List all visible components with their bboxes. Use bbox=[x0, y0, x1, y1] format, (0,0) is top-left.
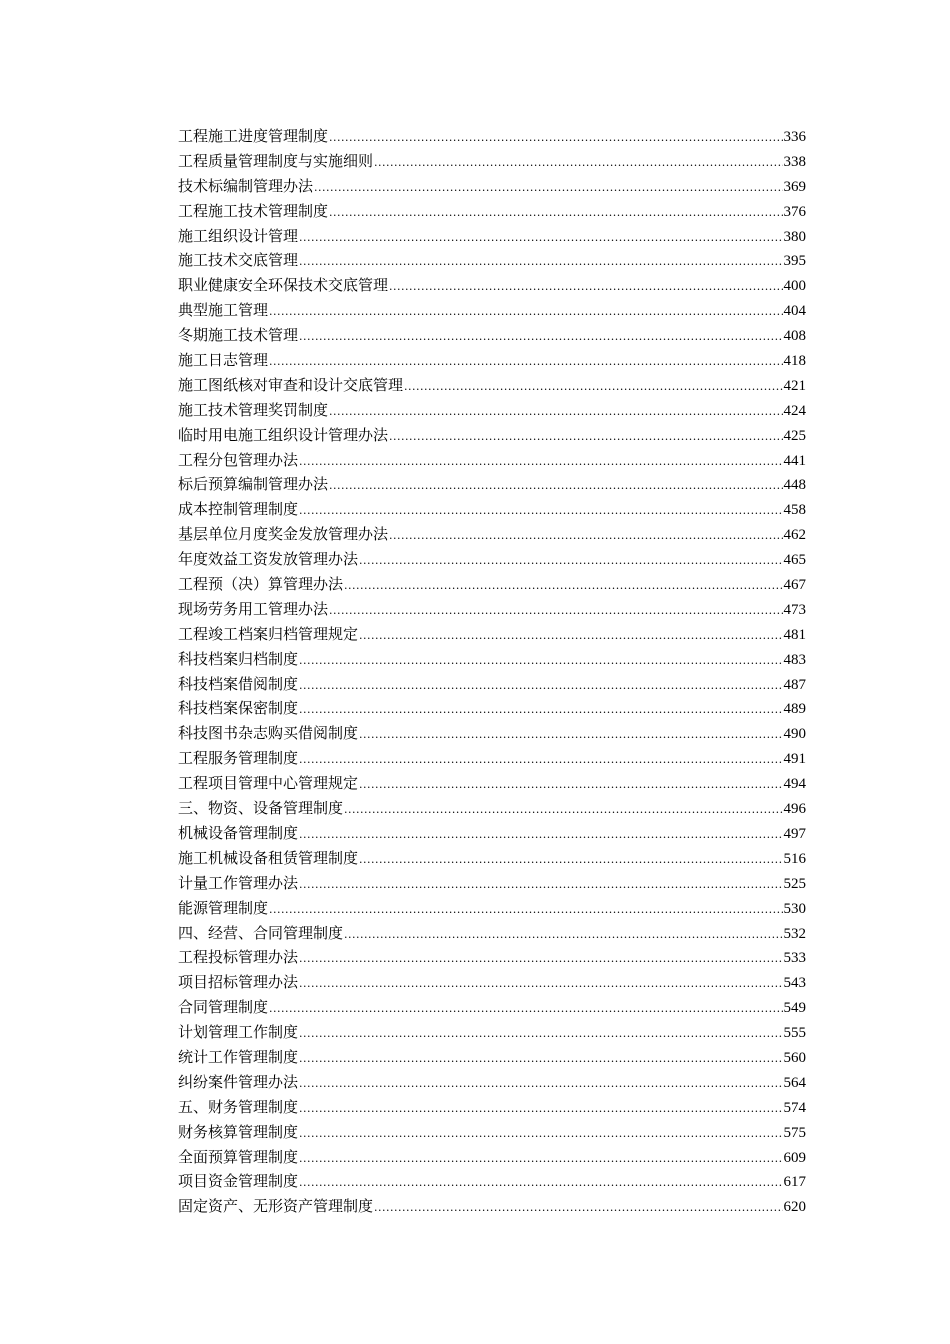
toc-entry-page-number: 549 bbox=[783, 1000, 806, 1017]
toc-entry-page-number: 491 bbox=[783, 751, 806, 768]
toc-entry-title: 计划管理工作制度 bbox=[178, 1023, 299, 1042]
toc-dot-leader bbox=[389, 425, 782, 450]
toc-dot-leader bbox=[299, 1147, 782, 1172]
toc-dot-leader bbox=[359, 723, 782, 748]
toc-entry-page-number: 533 bbox=[783, 950, 806, 967]
toc-dot-leader bbox=[299, 226, 782, 251]
toc-entry[interactable] bbox=[178, 199, 806, 224]
toc-entry-title: 施工组织设计管理 bbox=[178, 226, 299, 245]
toc-entry[interactable] bbox=[178, 398, 806, 423]
toc-entry-title: 工程项目管理中心管理规定 bbox=[178, 774, 359, 793]
toc-entry-page-number: 404 bbox=[783, 303, 806, 320]
toc-entry-title: 科技图书杂志购买借阅制度 bbox=[178, 724, 359, 743]
toc-entry-title: 技术标编制管理办法 bbox=[178, 176, 314, 195]
toc-entry-page-number: 494 bbox=[783, 776, 806, 793]
toc-entry-title: 年度效益工资发放管理办法 bbox=[178, 550, 359, 569]
toc-entry-title: 成本控制管理制度 bbox=[178, 500, 299, 519]
toc-entry[interactable] bbox=[178, 174, 806, 199]
toc-dot-leader bbox=[269, 350, 782, 375]
toc-entry-title: 全面预算管理制度 bbox=[178, 1147, 299, 1166]
toc-dot-leader bbox=[389, 524, 782, 549]
toc-entry-title: 工程施工进度管理制度 bbox=[178, 127, 329, 145]
toc-entry-title: 机械设备管理制度 bbox=[178, 823, 299, 842]
toc-entry-page-number: 418 bbox=[783, 353, 806, 370]
toc-entry-page-number: 481 bbox=[783, 626, 806, 643]
toc-entry-page-number: 489 bbox=[783, 701, 806, 718]
toc-entry-title: 工程分包管理办法 bbox=[178, 450, 299, 469]
toc-dot-leader bbox=[344, 798, 782, 823]
toc-dot-leader bbox=[359, 773, 782, 798]
toc-entry[interactable] bbox=[178, 921, 806, 946]
toc-dot-leader bbox=[299, 325, 782, 350]
toc-dot-leader bbox=[389, 275, 782, 300]
toc-entry[interactable] bbox=[178, 896, 806, 921]
table-of-contents bbox=[178, 124, 806, 1219]
toc-entry-title: 科技档案借阅制度 bbox=[178, 674, 299, 693]
toc-entry-page-number: 530 bbox=[783, 900, 806, 917]
toc-entry[interactable] bbox=[178, 696, 806, 721]
toc-entry[interactable] bbox=[178, 497, 806, 522]
toc-dot-leader bbox=[299, 698, 782, 723]
toc-entry-title: 计量工作管理办法 bbox=[178, 873, 299, 892]
toc-entry-page-number: 490 bbox=[783, 726, 806, 743]
toc-entry[interactable] bbox=[178, 1095, 806, 1120]
toc-dot-leader bbox=[329, 599, 782, 624]
toc-dot-leader bbox=[329, 201, 782, 226]
toc-entry[interactable] bbox=[178, 298, 806, 323]
toc-dot-leader bbox=[269, 898, 782, 923]
toc-entry-page-number: 620 bbox=[783, 1199, 806, 1216]
toc-entry[interactable] bbox=[178, 124, 806, 149]
toc-entry-page-number: 560 bbox=[783, 1049, 806, 1066]
toc-entry[interactable] bbox=[178, 871, 806, 896]
toc-entry-title: 典型施工管理 bbox=[178, 301, 269, 320]
toc-dot-leader bbox=[374, 1196, 782, 1221]
toc-dot-leader bbox=[299, 873, 782, 898]
toc-entry-page-number: 532 bbox=[783, 925, 806, 942]
toc-entry-page-number: 421 bbox=[783, 377, 806, 394]
toc-dot-leader bbox=[359, 848, 782, 873]
toc-entry-page-number: 425 bbox=[783, 427, 806, 444]
toc-entry-page-number: 465 bbox=[783, 552, 806, 569]
toc-entry-title: 合同管理制度 bbox=[178, 998, 269, 1017]
toc-entry[interactable] bbox=[178, 1045, 806, 1070]
toc-entry[interactable] bbox=[178, 647, 806, 672]
toc-entry-title: 职业健康安全环保技术交底管理 bbox=[178, 276, 389, 295]
toc-dot-leader bbox=[374, 151, 782, 176]
toc-entry-title: 现场劳务用工管理办法 bbox=[178, 599, 329, 618]
toc-entry[interactable] bbox=[178, 771, 806, 796]
toc-entry[interactable] bbox=[178, 1020, 806, 1045]
toc-entry-title: 财务核算管理制度 bbox=[178, 1122, 299, 1141]
toc-entry[interactable] bbox=[178, 1169, 806, 1194]
toc-entry-page-number: 617 bbox=[783, 1174, 806, 1191]
toc-entry[interactable] bbox=[178, 995, 806, 1020]
toc-entry-title: 施工技术交底管理 bbox=[178, 251, 299, 270]
toc-entry[interactable] bbox=[178, 821, 806, 846]
toc-entry-title: 统计工作管理制度 bbox=[178, 1047, 299, 1066]
toc-dot-leader bbox=[314, 176, 782, 201]
toc-entry-page-number: 369 bbox=[783, 178, 806, 195]
toc-entry[interactable] bbox=[178, 1194, 806, 1219]
toc-entry-title: 项目招标管理办法 bbox=[178, 973, 299, 992]
toc-dot-leader bbox=[329, 400, 782, 425]
toc-entry-page-number: 609 bbox=[783, 1149, 806, 1166]
toc-entry[interactable] bbox=[178, 273, 806, 298]
toc-dot-leader bbox=[299, 499, 782, 524]
toc-entry-page-number: 487 bbox=[783, 676, 806, 693]
toc-entry-title: 项目资金管理制度 bbox=[178, 1172, 299, 1191]
toc-dot-leader bbox=[299, 748, 782, 773]
toc-entry-title: 能源管理制度 bbox=[178, 898, 269, 917]
toc-entry[interactable] bbox=[178, 522, 806, 547]
toc-dot-leader bbox=[299, 649, 782, 674]
toc-entry-page-number: 516 bbox=[783, 850, 806, 867]
toc-dot-leader bbox=[404, 375, 782, 400]
toc-entry-page-number: 400 bbox=[783, 278, 806, 295]
toc-dot-leader bbox=[329, 474, 782, 499]
toc-entry-page-number: 543 bbox=[783, 975, 806, 992]
toc-entry[interactable] bbox=[178, 846, 806, 871]
toc-dot-leader bbox=[329, 126, 782, 151]
toc-dot-leader bbox=[299, 972, 782, 997]
toc-entry-title: 三、物资、设备管理制度 bbox=[178, 799, 344, 818]
toc-entry[interactable] bbox=[178, 448, 806, 473]
toc-entry[interactable] bbox=[178, 323, 806, 348]
toc-entry[interactable] bbox=[178, 970, 806, 995]
toc-entry-title: 冬期施工技术管理 bbox=[178, 326, 299, 345]
toc-entry-title: 纠纷案件管理办法 bbox=[178, 1072, 299, 1091]
toc-entry[interactable] bbox=[178, 547, 806, 572]
toc-entry-title: 施工技术管理奖罚制度 bbox=[178, 400, 329, 419]
toc-dot-leader bbox=[359, 549, 782, 574]
toc-entry-title: 固定资产、无形资产管理制度 bbox=[178, 1197, 374, 1216]
toc-dot-leader bbox=[269, 997, 782, 1022]
toc-entry-title: 施工机械设备租赁管理制度 bbox=[178, 848, 359, 867]
toc-dot-leader bbox=[299, 947, 782, 972]
toc-dot-leader bbox=[299, 1047, 782, 1072]
toc-entry-page-number: 496 bbox=[783, 801, 806, 818]
toc-entry-title: 五、财务管理制度 bbox=[178, 1097, 299, 1116]
toc-entry-title: 标后预算编制管理办法 bbox=[178, 475, 329, 494]
toc-dot-leader bbox=[359, 624, 782, 649]
toc-entry[interactable] bbox=[178, 1070, 806, 1095]
toc-dot-leader bbox=[299, 823, 782, 848]
toc-entry-page-number: 564 bbox=[783, 1074, 806, 1091]
toc-entry-page-number: 408 bbox=[783, 328, 806, 345]
toc-entry-title: 工程竣工档案归档管理规定 bbox=[178, 624, 359, 643]
toc-dot-leader bbox=[299, 1072, 782, 1097]
toc-entry-page-number: 497 bbox=[783, 825, 806, 842]
toc-entry-title: 施工日志管理 bbox=[178, 351, 269, 370]
toc-entry[interactable] bbox=[178, 945, 806, 970]
toc-entry-page-number: 574 bbox=[783, 1099, 806, 1116]
toc-entry-title: 科技档案归档制度 bbox=[178, 649, 299, 668]
toc-entry-title: 四、经营、合同管理制度 bbox=[178, 923, 344, 942]
toc-dot-leader bbox=[299, 1122, 782, 1147]
toc-entry-page-number: 458 bbox=[783, 502, 806, 519]
toc-dot-leader bbox=[299, 1097, 782, 1122]
toc-entry-page-number: 473 bbox=[783, 601, 806, 618]
toc-entry-title: 工程投标管理办法 bbox=[178, 948, 299, 967]
toc-entry-page-number: 467 bbox=[783, 577, 806, 594]
toc-entry-title: 工程质量管理制度与实施细则 bbox=[178, 151, 374, 170]
toc-entry[interactable] bbox=[178, 1145, 806, 1170]
toc-entry[interactable] bbox=[178, 1120, 806, 1145]
toc-entry-page-number: 441 bbox=[783, 452, 806, 469]
toc-entry[interactable] bbox=[178, 248, 806, 273]
toc-dot-leader bbox=[344, 923, 782, 948]
toc-entry[interactable] bbox=[178, 572, 806, 597]
toc-entry[interactable] bbox=[178, 622, 806, 647]
toc-entry-page-number: 448 bbox=[783, 477, 806, 494]
toc-entry[interactable] bbox=[178, 472, 806, 497]
toc-entry-page-number: 555 bbox=[783, 1025, 806, 1042]
toc-entry-page-number: 338 bbox=[783, 153, 806, 170]
toc-dot-leader bbox=[299, 250, 782, 275]
toc-dot-leader bbox=[299, 1022, 782, 1047]
toc-entry-title: 科技档案保密制度 bbox=[178, 699, 299, 718]
toc-dot-leader bbox=[269, 300, 782, 325]
toc-entry-page-number: 483 bbox=[783, 651, 806, 668]
toc-dot-leader bbox=[299, 450, 782, 475]
toc-dot-leader bbox=[299, 674, 782, 699]
toc-entry-page-number: 575 bbox=[783, 1124, 806, 1141]
toc-entry[interactable] bbox=[178, 423, 806, 448]
toc-entry[interactable] bbox=[178, 672, 806, 697]
toc-entry[interactable] bbox=[178, 149, 806, 174]
toc-dot-leader bbox=[299, 1171, 782, 1196]
toc-dot-leader bbox=[344, 574, 782, 599]
toc-entry[interactable] bbox=[178, 224, 806, 249]
toc-entry-page-number: 380 bbox=[783, 228, 806, 245]
toc-entry-title: 工程预（决）算管理办法 bbox=[178, 575, 344, 594]
toc-entry[interactable] bbox=[178, 597, 806, 622]
toc-entry-title: 工程施工技术管理制度 bbox=[178, 201, 329, 220]
toc-entry[interactable] bbox=[178, 373, 806, 398]
toc-entry-page-number: 525 bbox=[783, 875, 806, 892]
toc-entry-page-number: 376 bbox=[783, 203, 806, 220]
toc-entry[interactable] bbox=[178, 796, 806, 821]
toc-entry[interactable] bbox=[178, 721, 806, 746]
toc-entry[interactable] bbox=[178, 746, 806, 771]
toc-entry-page-number: 424 bbox=[783, 402, 806, 419]
toc-entry-title: 施工图纸核对审查和设计交底管理 bbox=[178, 375, 404, 394]
toc-entry-page-number: 395 bbox=[783, 253, 806, 270]
toc-entry-title: 基层单位月度奖金发放管理办法 bbox=[178, 525, 389, 544]
toc-entry[interactable] bbox=[178, 348, 806, 373]
toc-entry-title: 临时用电施工组织设计管理办法 bbox=[178, 425, 389, 444]
toc-entry-title: 工程服务管理制度 bbox=[178, 749, 299, 768]
toc-entry-page-number: 462 bbox=[783, 527, 806, 544]
toc-entry-page-number: 336 bbox=[783, 129, 806, 145]
